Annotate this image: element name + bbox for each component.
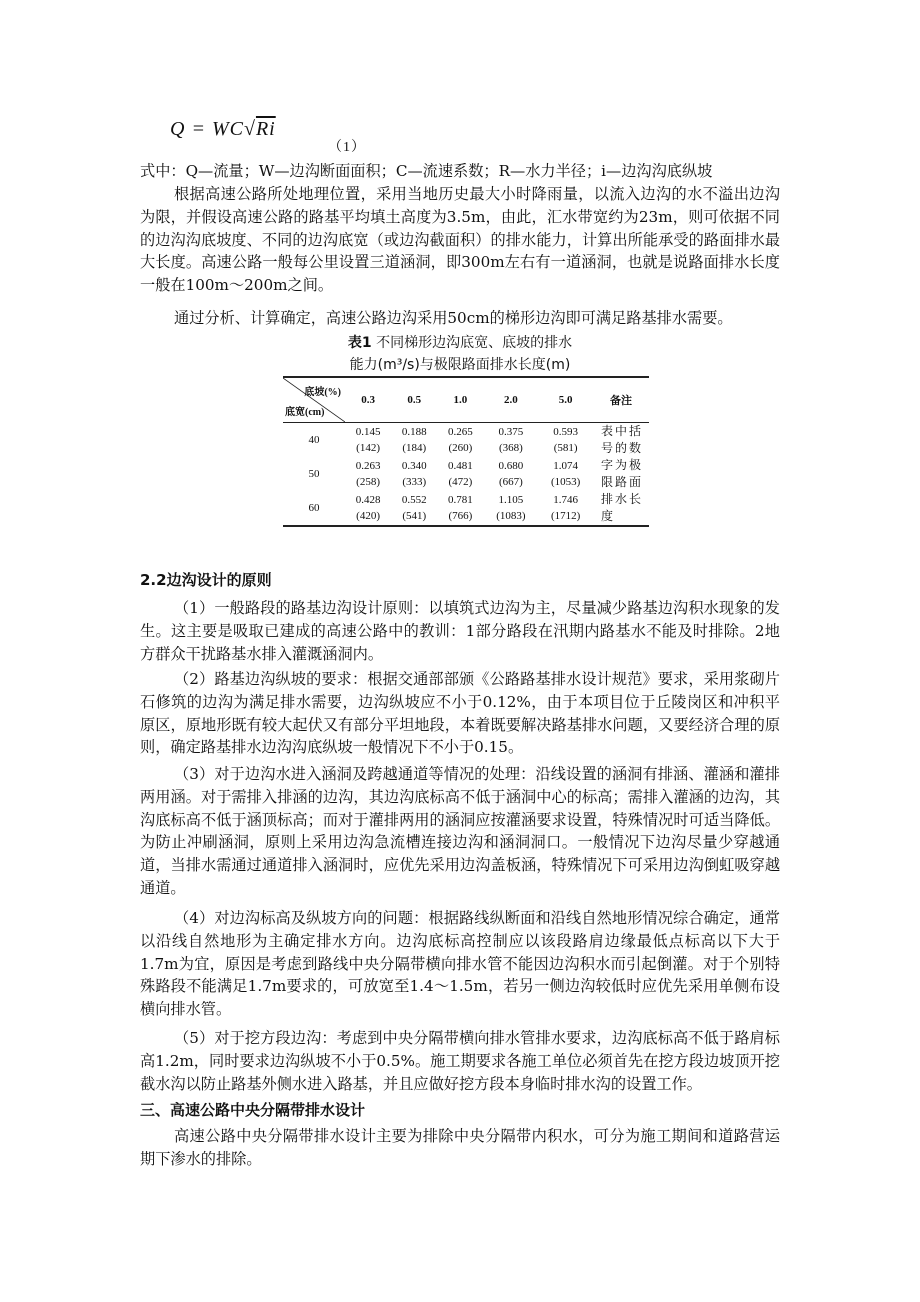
data-cell: 1.105 (1083)	[496, 494, 526, 523]
table-corner-cell	[283, 377, 345, 423]
data-cell: 0.263 (258)	[355, 460, 381, 489]
width-cell: 50	[308, 468, 320, 481]
slope-header: 0.5	[407, 394, 422, 406]
data-cell: 1.074 (1053)	[550, 460, 581, 489]
principle-paragraph-5: （5）对于挖方段边沟：考虑到中央分隔带横向排水管排水要求，边沟底标高不低于路肩标高1.2m，同时要求边沟纵坡不小于0.5%。施工期要求各施工单位必须首先在挖方段边坡顶开挖截水沟以防止路基外侧水进入路基，并且应做好挖方段本身临时排水沟的设置工作。	[140, 1029, 780, 1093]
data-cell: 0.188 (184)	[401, 426, 427, 454]
slope-header: 5.0	[558, 394, 573, 406]
data-cell: 1.746 (1712)	[550, 494, 581, 523]
table-caption-line2: 能力(m³/s)与极限路面排水长度(m)	[349, 357, 571, 373]
slope-header: 1.0	[453, 394, 468, 406]
data-cell: 0.340 (333)	[401, 460, 427, 489]
note-text: 表中括号的数字为极限路面排水长度	[601, 424, 641, 523]
table-header-row	[283, 377, 649, 423]
formula-lhs: Q = WC	[170, 118, 244, 140]
median-drainage-paragraph: 高速公路中央分隔带排水设计主要为排除中央分隔带内积水，可分为施工期间和道路营运期下渗水的排除。	[140, 1127, 780, 1168]
conclusion-paragraph: 通过分析、计算确定，高速公路边沟采用50cm的梯形边沟即可满足路基排水需要。	[174, 309, 733, 327]
data-cell: 0.552 (541)	[401, 494, 427, 523]
data-cell: 0.428 (420)	[355, 494, 381, 523]
corner-bottom-label: 底宽(cm)	[285, 407, 325, 418]
data-cell: 0.781 (766)	[448, 494, 473, 523]
principle-paragraph-1: （1）一般路段的路基边沟设计原则：以填筑式边沟为主，尽量减少路基边沟积水现象的发生。这主要是吸取已建成的高速公路中的教训：1部分路段在汛期内路基水不能及时排除。2地方群众干扰路基水排入灌溉涵洞内。	[140, 599, 780, 663]
flow-formula: Q = WC√Ri （1）	[170, 118, 366, 155]
formula-number: （1）	[328, 140, 366, 155]
section-heading-3: 三、高速公路中央分隔带排水设计	[140, 1101, 366, 1119]
slope-header: 2.0	[504, 394, 518, 406]
data-cell: 0.265 (260)	[448, 426, 473, 454]
principle-paragraph-2: （2）路基边沟纵坡的要求：根据交通部部颁《公路路基排水设计规范》要求，采用浆砌片石修筑的边沟为满足排水需要，边沟纵坡应不小于0.12%，由于本项目位于丘陵岗区和冲积平原区，原地形既有较大起伏又有部分平坦地段，本着既要解决路基排水问题，又要经济合理的原则，确定路基排水边沟沟底纵坡一般情况下不小于0.15。	[140, 670, 780, 757]
data-cell: 0.375 (368)	[498, 426, 524, 454]
slope-header: 0.3	[361, 394, 375, 406]
data-cell: 0.680 (667)	[498, 460, 524, 489]
note-header: 备注	[610, 395, 632, 407]
data-cell: 0.481 (472)	[448, 460, 473, 489]
width-cell: 40	[308, 434, 320, 446]
width-cell: 60	[308, 502, 320, 515]
drainage-capacity-table	[283, 376, 649, 527]
symbols-paragraph: 式中：Q—流量；W—边沟断面面积；C—流速系数；R—水力半径；i—边沟沟底纵坡	[140, 162, 713, 180]
section-heading-2-2: 2.2边沟设计的原则	[140, 571, 272, 589]
table-caption	[300, 332, 620, 354]
table-caption-line1: 不同梯形边沟底宽、底坡的排水	[376, 335, 573, 351]
principle-paragraph-4: （4）对边沟标高及纵坡方向的问题：根据路线纵断面和沿线自然地形情况综合确定，通常以沿线自然地形为主确定排水方向。边沟底标高控制应以该段路肩边缘最低点标高以下大于1.7m为宜，原因是考虑到路线中央分隔带横向排水管不能因边沟积水而引起倒灌。对于个别特殊路段不能满足1.7m要求的，可放宽至1.4～1.5m，若另一侧边沟较低时应优先采用单侧布设横向排水管。	[140, 909, 780, 1019]
data-cell: 0.593 (581)	[553, 426, 578, 454]
principle-paragraph-3: （3）对于边沟水进入涵洞及跨越通道等情况的处理：沿线设置的涵洞有排涵、灌涵和灌排两用涵。对于需排入排涵的边沟，其边沟底标高不低于涵洞中心的标高；需排入灌涵的边沟，其沟底标高不低于涵顶标高；而对于灌排两用的涵洞应按灌涵要求设置，特殊情况时可适当降低。为防止冲刷涵洞，原则上采用边沟急流槽连接边沟和涵洞洞口。一般情况下边沟尽量少穿越通道，当排水需通过通道排入涵洞时，应优先采用边沟盖板涵，特殊情况下可采用边沟倒虹吸穿越通道。	[140, 765, 780, 897]
note-cell	[593, 423, 649, 527]
corner-top-label: 底坡(%)	[304, 387, 341, 398]
table-row	[283, 423, 649, 458]
table-caption-label: 表1	[347, 335, 372, 351]
formula-radicand: Ri	[255, 118, 276, 140]
data-cell: 0.145 (142)	[355, 426, 381, 454]
basis-paragraph: 根据高速公路所处地理位置，采用当地历史最大小时降雨量，以流入边沟的水不溢出边沟为限，并假设高速公路的路基平均填土高度为3.5m，由此，汇水带宽约为23m，则可依据不同的边沟沟底坡度、不同的边沟底宽（或边沟截面积）的排水能力，计算出所能承受的路面排水最大长度。高速公路一般每公里设置三道涵洞，即300m左右有一道涵洞，也就是说路面排水长度一般在100m～200m之间。	[140, 185, 780, 295]
